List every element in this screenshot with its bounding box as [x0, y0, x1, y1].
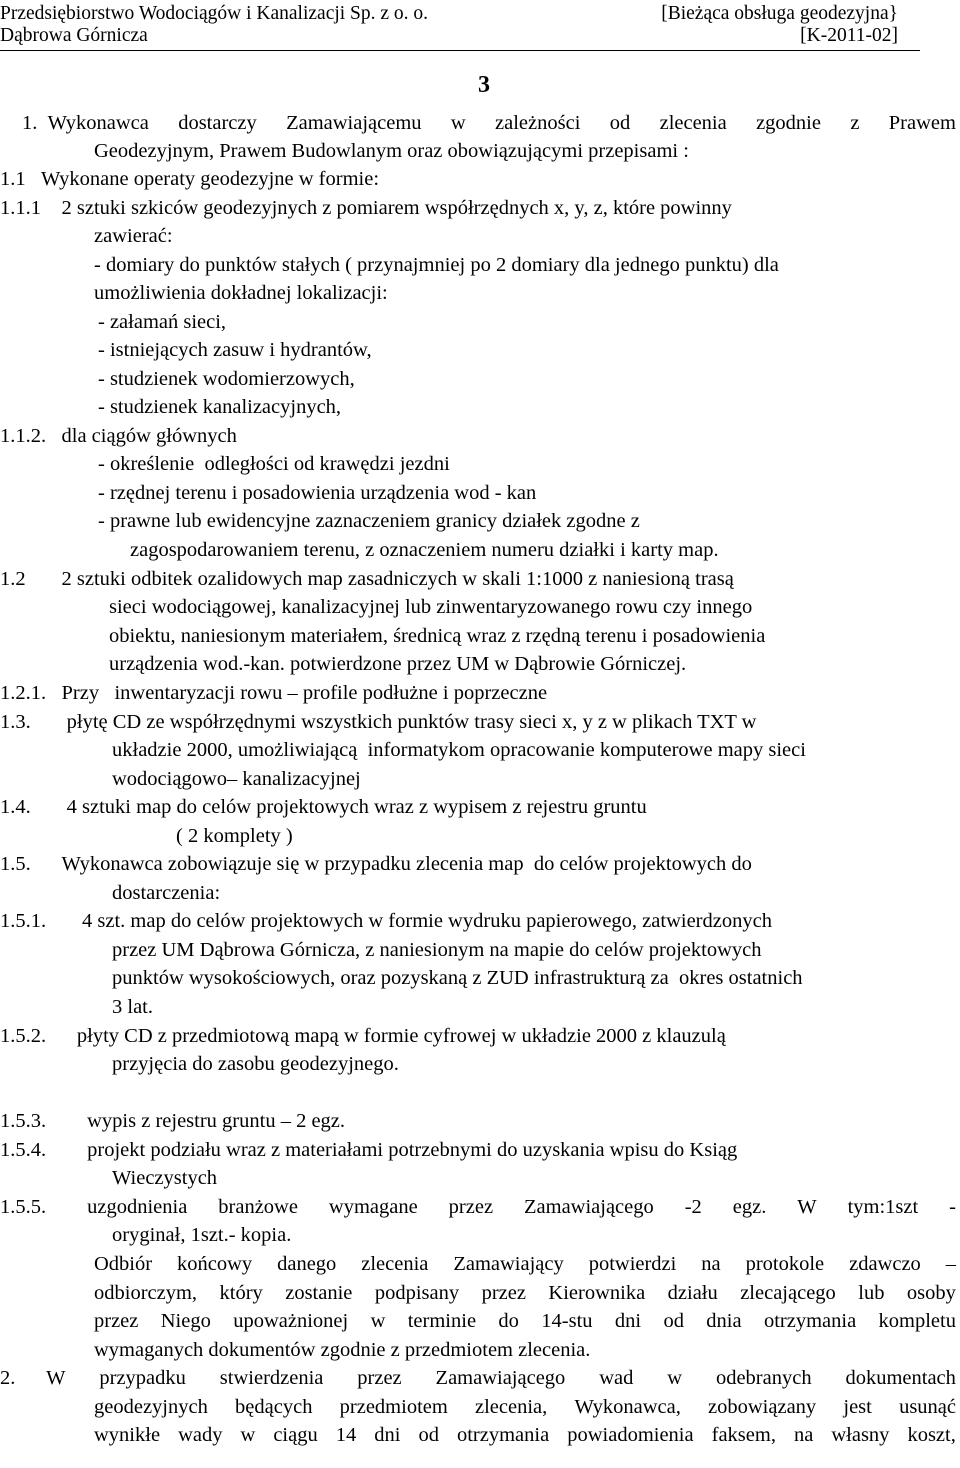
text-line: - studzienek kanalizacyjnych, [98, 396, 342, 418]
text-line: wymaganych dokumentów zgodnie z przedmiotem zlecenia. [94, 1339, 591, 1361]
text-line: sieci wodociągowej, kanalizacyjnej lub zinwentaryzowanego rowu czy innego [109, 596, 753, 618]
text-line: umożliwienia dokładnej lokalizacji: [94, 282, 388, 304]
text-line: 1.5. Wykonawca zobowiązuje się w przypadku zlecenia map do celów projektowych do [0, 853, 752, 875]
header-company: Przedsiębiorstwo Wodociągów i Kanalizacji Sp. z o. o. [0, 3, 429, 24]
header-code: [K-2011-02] [800, 25, 898, 46]
text-line: wodociągowo– kanalizacyjnej [112, 768, 361, 790]
text-line: Geodezyjnym, Prawem Budowlanym oraz obowiązującymi przepisami : [94, 140, 689, 162]
text-line: 1.5.5. uzgodnienia branżowe wymagane przez Zamawiającego -2 egz. W tym:1szt - [0, 1196, 956, 1218]
page-header [0, 0, 960, 48]
text-line: 1.5.3. wypis z rejestru gruntu – 2 egz. [0, 1110, 346, 1132]
text-line: Odbiór końcowy danego zlecenia Zamawiający potwierdzi na protokole zdawczo – [94, 1253, 956, 1275]
text-line: - studzienek wodomierzowych, [98, 368, 355, 390]
text-line: 2. W przypadku stwierdzenia przez Zamawiającego wad w odebranych dokumentach [0, 1367, 956, 1389]
text-line: geodezyjnych będących przedmiotem zlecenia, Wykonawca, zobowiązany jest usunąć [94, 1396, 956, 1418]
text-line: - rzędnej terenu i posadowienia urządzenia wod - kan [98, 482, 537, 504]
header-city: Dąbrowa Górnicza [0, 25, 148, 46]
text-line: 1.5.4. projekt podziału wraz z materiałami potrzebnymi do uzyskania wpisu do Ksiąg [0, 1139, 738, 1161]
text-line: 1.5.2. płyty CD z przedmiotową mapą w formie cyfrowej w układzie 2000 z klauzulą [0, 1025, 726, 1047]
text-line: odbiorczym, który zostanie podpisany przez Kierownika działu zlecającego lub osoby [94, 1282, 956, 1304]
text-line: - załamań sieci, [98, 311, 227, 333]
text-line: punktów wysokościowych, oraz pozyskaną z ZUD infrastrukturą za okres ostatnich [112, 967, 803, 989]
text-line: - określenie odległości od krawędzi jezdni [98, 453, 450, 475]
text-line: przez Niego upoważnionej w terminie do 14-stu dni od dnia otrzymania kompletu [94, 1310, 956, 1332]
text-line: obiektu, naniesionym materiałem, średnicą wraz z rzędną terenu i posadowienia [109, 625, 766, 647]
header-rule [0, 50, 920, 51]
text-line: 1. Wykonawca dostarczy Zamawiającemu w zależności od zlecenia zgodnie z Prawem [22, 112, 956, 134]
text-line: 1.1 Wykonane operaty geodezyjne w formie: [0, 168, 380, 190]
text-line: 1.5.1. 4 szt. map do celów projektowych w formie wydruku papierowego, zatwierdzonych [0, 910, 772, 932]
text-line: urządzenia wod.-kan. potwierdzone przez UM w Dąbrowie Górniczej. [109, 653, 687, 675]
text-line: 1.2.1. Przy inwentaryzacji rowu – profile podłużne i poprzeczne [0, 682, 548, 704]
text-line: - domiary do punktów stałych ( przynajmniej po 2 domiary dla jednego punktu) dla [94, 254, 779, 276]
header-title: [Bieżąca obsługa geodezyjna} [661, 3, 898, 24]
text-line: ( 2 komplety ) [176, 825, 293, 847]
text-line: Wieczystych [112, 1167, 218, 1189]
text-line: 3 lat. [112, 996, 153, 1018]
text-line: 1.4. 4 sztuki map do celów projektowych wraz z wypisem z rejestru gruntu [0, 796, 647, 818]
text-line: przyjęcia do zasobu geodezyjnego. [112, 1053, 399, 1075]
text-line: zawierać: [94, 225, 173, 247]
text-line: 1.3. płytę CD ze współrzędnymi wszystkich punktów trasy sieci x, y z w plikach TXT w [0, 711, 757, 733]
text-line: 1.2 2 sztuki odbitek ozalidowych map zasadniczych w skali 1:1000 z naniesioną trasą [0, 568, 734, 590]
text-line: zagospodarowaniem terenu, z oznaczeniem numeru działki i karty map. [130, 539, 719, 561]
text-line: 1.1.2. dla ciągów głównych [0, 425, 237, 447]
text-line: układzie 2000, umożliwiającą informatykom opracowanie komputerowe mapy sieci [112, 739, 806, 761]
text-line: - prawne lub ewidencyjne zaznaczeniem granicy działek zgodne z [98, 510, 640, 532]
text-line: - istniejących zasuw i hydrantów, [98, 339, 372, 361]
text-line: oryginał, 1szt.- kopia. [112, 1224, 292, 1246]
text-line: 1.1.1 2 sztuki szkiców geodezyjnych z pomiarem współrzędnych x, y, z, które powinny [0, 197, 732, 219]
text-line: wynikłe wady w ciągu 14 dni od otrzymania powiadomienia faksem, na własny koszt, [94, 1424, 956, 1446]
text-line: dostarczenia: [112, 882, 221, 904]
text-line: przez UM Dąbrowa Górnicza, z naniesionym na mapie do celów projektowych [112, 939, 762, 961]
page-number: 3 [478, 72, 490, 98]
